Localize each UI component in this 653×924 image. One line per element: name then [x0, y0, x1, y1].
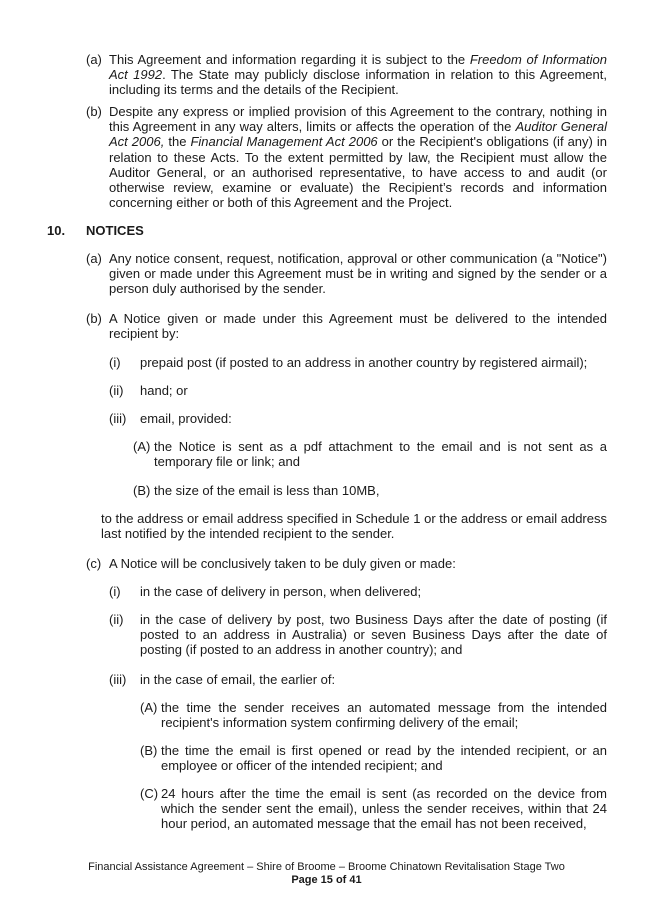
clause-10c-iii-B-text: the time the email is first opened or read by the intended recipient, or an employee or officer of the intended recipient; and	[161, 743, 607, 774]
clause-10c-i-text: in the case of delivery in person, when delivered;	[140, 584, 422, 599]
foi-act-title: Freedom of Information Act 1992	[109, 52, 607, 83]
clause-10-heading: NOTICES	[86, 223, 144, 238]
clause-10c-ii-text: in the case of delivery by post, two Business Days after the date of posting (if posted to an address in Australia) or seven Business Days after the date of posting (if posted to an address in another country); and	[140, 612, 607, 658]
clause-10c-iii-C-label: (C)	[140, 786, 159, 801]
clause-10c-iii-text: in the case of email, the earlier of:	[140, 672, 336, 687]
clause-10b-label: (b)	[86, 311, 102, 326]
footer-title: Financial Assistance Agreement – Shire of Broome – Broome Chinatown Revitalisation Stage Two	[88, 861, 565, 873]
clause-10b-i-label: (i)	[109, 355, 121, 370]
clause-10b-text: A Notice given or made under this Agreement must be delivered to the intended recipient by:	[109, 311, 607, 342]
clause-9b-text-3: or the Recipient's obligations (if any) in relation to these Acts. To the extent permitted by law, the Recipient must allow the Auditor General, or an authorised representative, to have access to and audit (or otherwise review, examine or evaluate) the Recipient’s records and information concerning either or both of this Agreement and the Project.	[109, 134, 608, 211]
clause-9a-text-2: . The State may publicly disclose information in relation to this Agreement, including its terms and the details of the Recipient.	[109, 67, 607, 98]
clause-10b-ii-label: (ii)	[109, 383, 124, 398]
clause-10c-iii-C-text: 24 hours after the time the email is sent (as recorded on the device from which the sender sent the email), unless the sender receives, within that 24 hour period, an automated message that the email has not been received,	[161, 786, 607, 832]
clause-10b-iii-A-text: the Notice is sent as a pdf attachment to the email and is not sent as a temporary file or link; and	[154, 439, 607, 470]
clause-10c-iii-A-label: (A)	[140, 700, 158, 715]
clause-10c-i-label: (i)	[109, 584, 121, 599]
clause-10c-label: (c)	[86, 556, 102, 571]
clause-10c-iii-label: (iii)	[109, 672, 127, 687]
clause-9a-label: (a)	[86, 52, 102, 67]
auditor-general-act-title: Auditor General Act 2006,	[109, 119, 607, 150]
page-number: Page 15 of 41	[291, 874, 362, 886]
clause-9b-text-1: Despite any express or implied provision of this Agreement to the contrary, nothing in this Agreement in any way alters, limits or affects the operation of the	[109, 104, 607, 135]
clause-10b-iii-B-text: the size of the email is less than 10MB,	[154, 483, 380, 498]
clause-10c-ii-label: (ii)	[109, 612, 124, 627]
clause-10c-text: A Notice will be conclusively taken to be duly given or made:	[109, 556, 456, 571]
financial-management-act-title: Financial Management Act 2006	[190, 134, 378, 150]
clause-10b-ii-text: hand; or	[140, 383, 188, 398]
clause-9b-label: (b)	[86, 104, 102, 119]
clause-10b-iii-label: (iii)	[109, 411, 127, 426]
clause-10c-iii-B-label: (B)	[140, 743, 158, 758]
clause-10a-label: (a)	[86, 251, 102, 266]
clause-10b-trailing-text: to the address or email address specified in Schedule 1 or the address or email address last notified by the intended recipient to the sender.	[101, 511, 607, 542]
clause-10c-iii-A-text: the time the sender receives an automated message from the intended recipient's information system confirming delivery of the email;	[161, 700, 607, 731]
clause-10-number: 10.	[47, 223, 66, 238]
clause-9b-text-2: the	[164, 134, 191, 150]
clause-9b-text	[109, 104, 607, 210]
clause-9a-text-1: This Agreement and information regarding it is subject to the	[109, 52, 470, 67]
clause-10b-i-text: prepaid post (if posted to an address in another country by registered airmail);	[140, 355, 588, 370]
clause-10b-iii-text: email, provided:	[140, 411, 232, 426]
clause-10b-iii-B-label: (B)	[133, 483, 151, 498]
clause-10b-iii-A-label: (A)	[133, 439, 151, 454]
clause-9a-text	[109, 52, 607, 98]
clause-10a-text: Any notice consent, request, notification, approval or other communication (a "Notice") given or made under this Agreement must be in writing and signed by the sender or a person duly authorised by the sender.	[109, 251, 607, 297]
